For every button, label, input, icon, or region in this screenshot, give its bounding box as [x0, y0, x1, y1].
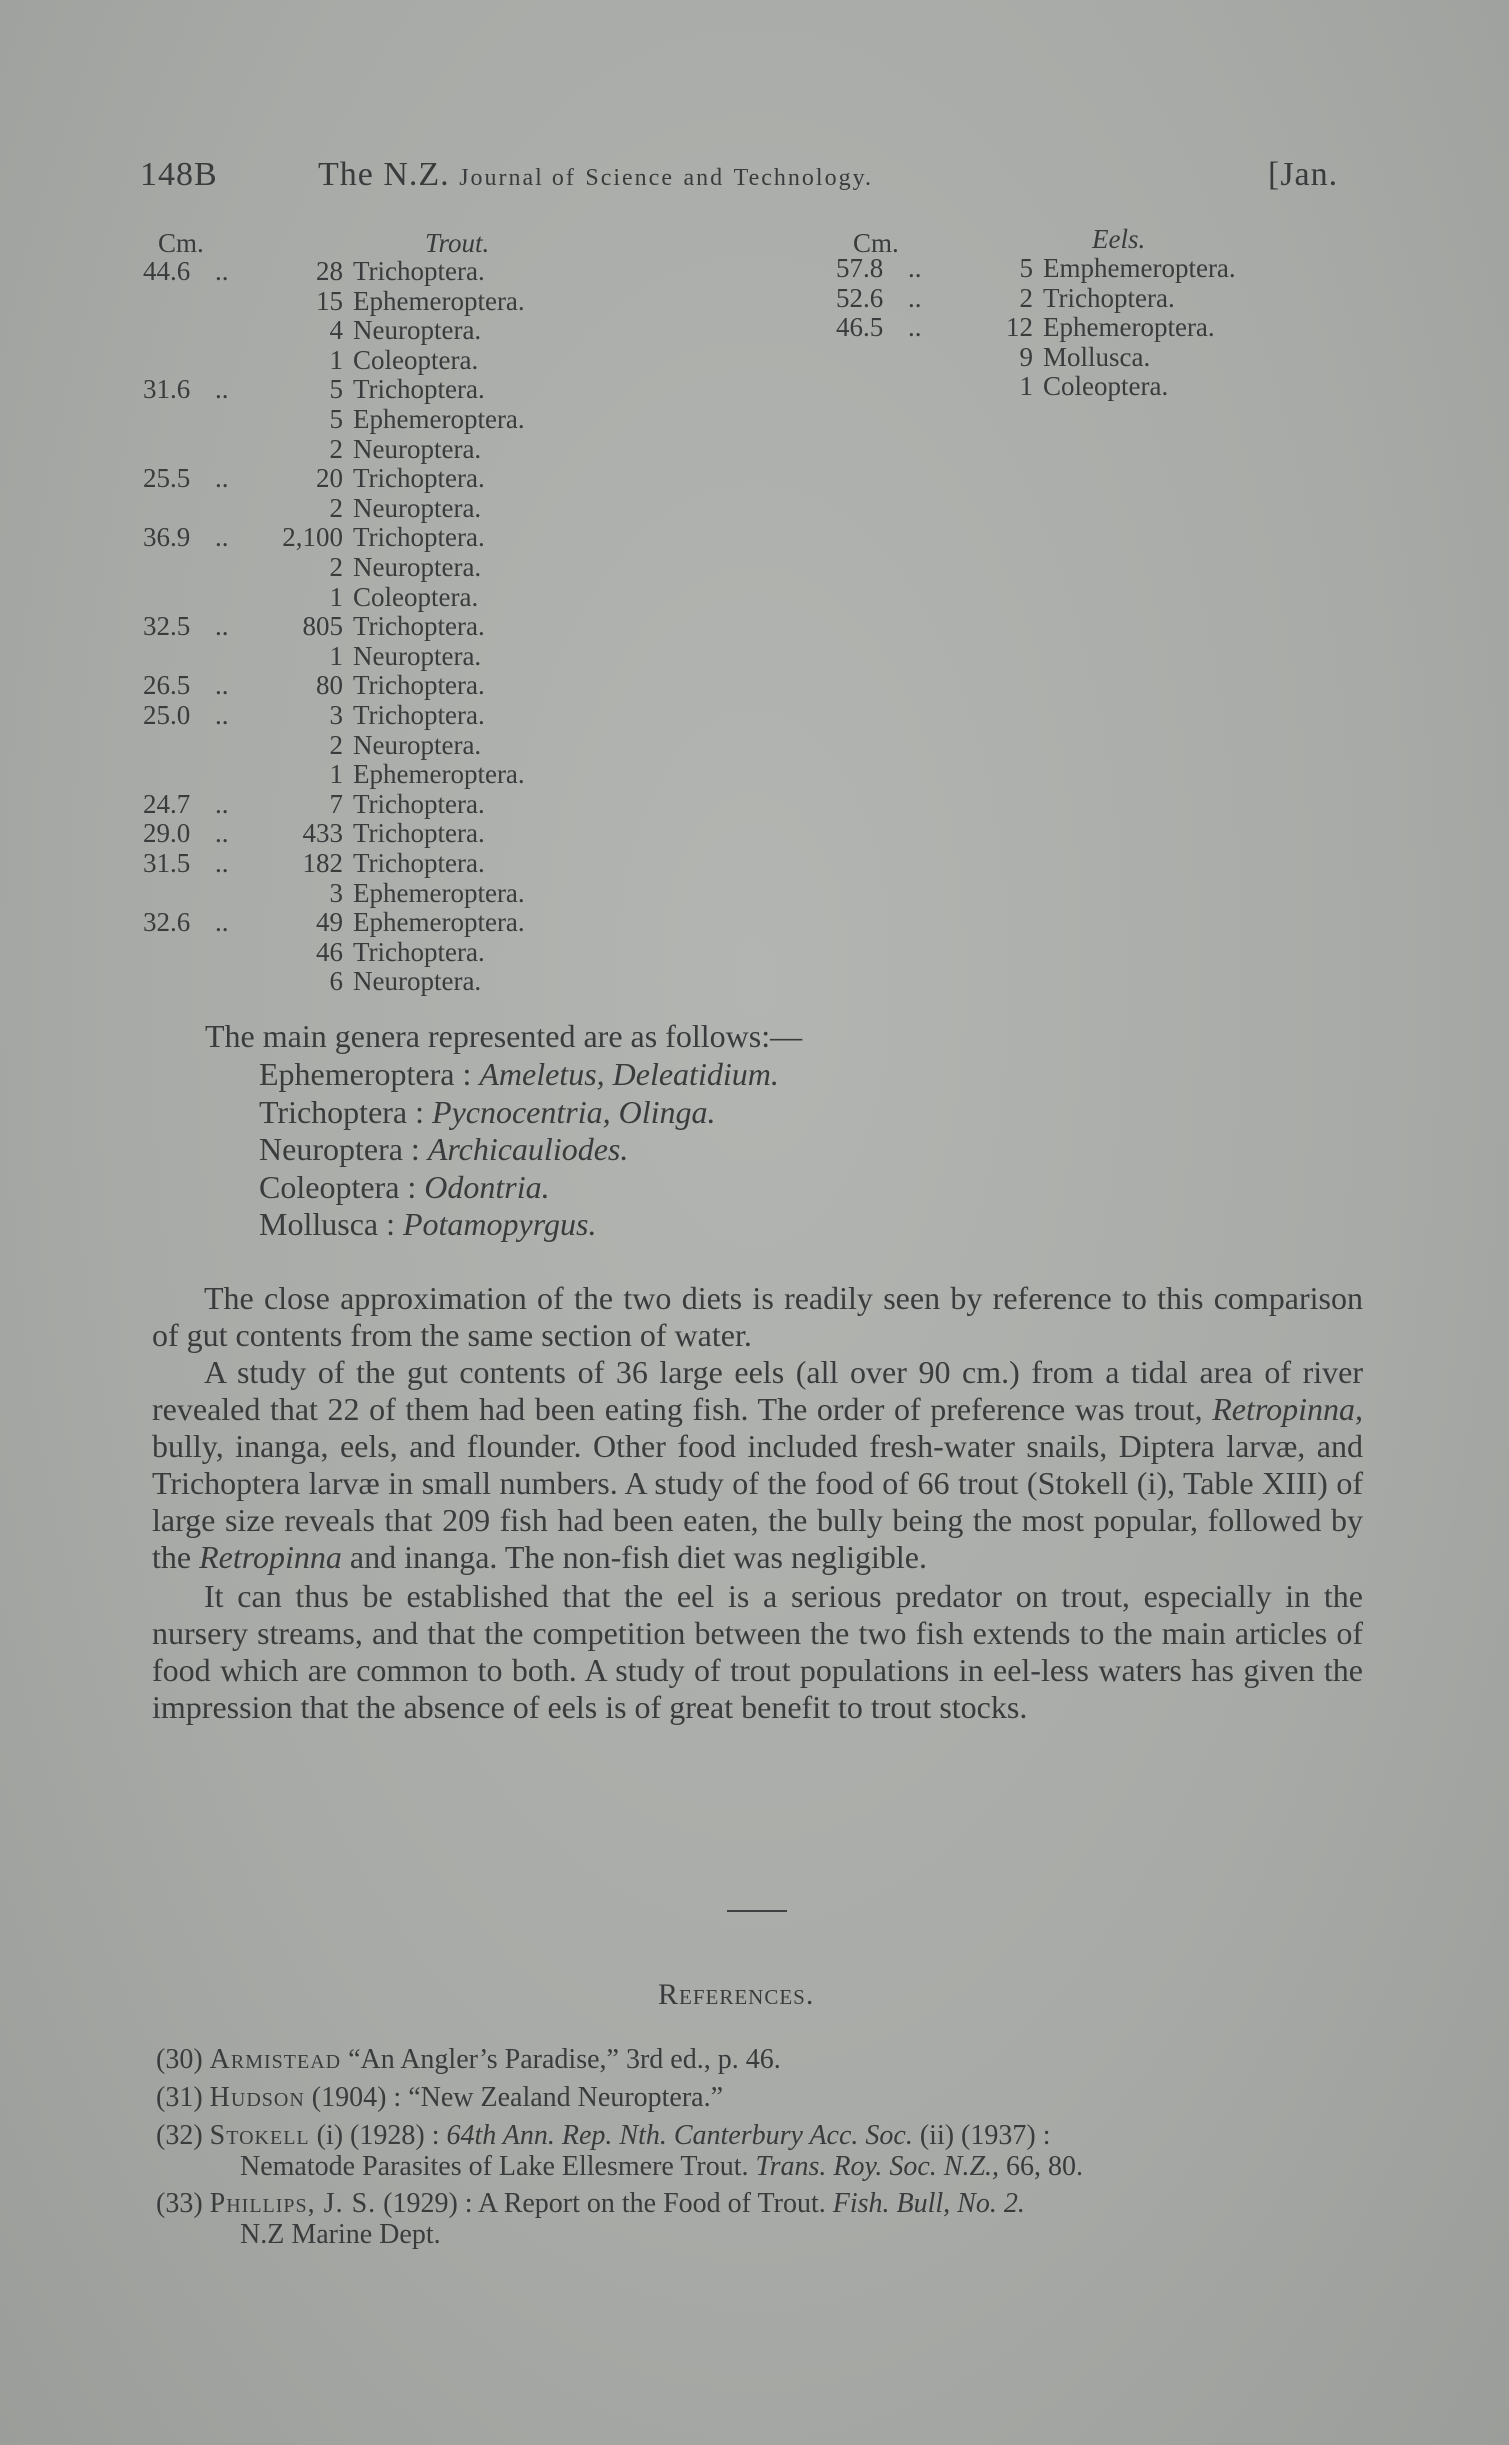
order-cell: Trichoptera. [353, 670, 485, 701]
count-cell: 2 [1019, 282, 1033, 313]
table-row [143, 670, 343, 700]
table-row [836, 283, 1033, 313]
eel-col-cm: Cm. [853, 228, 899, 258]
length-cell: 32.5 [143, 611, 191, 642]
table-row [143, 582, 343, 612]
table-row [143, 374, 343, 404]
table-row [143, 404, 343, 434]
order-cell: Neuroptera. [353, 966, 482, 997]
leader-dots: .. [908, 282, 922, 313]
order-cell: Trichoptera. [353, 374, 485, 405]
table-row [143, 611, 343, 641]
table-row [143, 434, 343, 464]
table-row [143, 730, 343, 760]
genera-list [259, 1056, 779, 1244]
order-cell: Neuroptera. [353, 492, 482, 523]
length-cell: 31.6 [143, 374, 191, 405]
trout-col-cm: Cm. [158, 228, 204, 258]
count-cell: 49 [316, 907, 343, 938]
order-cell: Ephemeroptera. [353, 907, 525, 938]
reference-33-cont: N.Z Marine Dept. [240, 2219, 441, 2250]
table-row [836, 342, 1033, 372]
body-text [152, 1280, 1363, 1726]
table-row [143, 493, 343, 523]
count-cell: 7 [329, 788, 343, 819]
table-row [836, 371, 1033, 401]
count-cell: 5 [329, 404, 343, 434]
reference-33: (33) Phillips, J. S. (1929) : A Report on the Food of Trout. Fish. Bull, No. 2. [156, 2188, 1025, 2219]
trout-col-trout: Trout. [425, 228, 490, 258]
order-cell: Neuroptera. [353, 315, 482, 346]
table-row [143, 641, 343, 671]
count-cell: 2 [329, 729, 343, 760]
paragraph-1: The close approximation of the two diets is readily seen by reference to this comparison of gut contents from the same section of water. [152, 1280, 1363, 1353]
table-row [143, 286, 343, 316]
leader-dots: .. [215, 818, 229, 849]
count-cell: 5 [1019, 253, 1033, 283]
count-cell: 2,100 [282, 522, 343, 553]
title-journal-of: Journal of [459, 165, 576, 191]
count-cell: 4 [329, 315, 343, 346]
count-cell: 182 [302, 848, 343, 878]
count-cell: 2 [329, 492, 343, 523]
count-cell: 1 [329, 640, 343, 671]
leader-dots: .. [215, 611, 229, 642]
month-label: [Jan. [1268, 156, 1339, 193]
count-cell: 80 [316, 670, 343, 701]
order-cell: Ephemeroptera. [353, 285, 525, 316]
genera-line: Neuroptera : Archicauliodes. [259, 1131, 629, 1167]
order-cell: Trichoptera. [353, 788, 485, 819]
genera-line: Coleoptera : Odontria. [259, 1168, 550, 1205]
leader-dots: .. [908, 312, 922, 343]
table-row [143, 759, 343, 789]
leader-dots: .. [215, 670, 229, 701]
order-cell: Trichoptera. [353, 936, 485, 967]
section-divider [727, 1910, 787, 1912]
eel-col-eels: Eels. [1092, 224, 1146, 254]
leader-dots: .. [215, 788, 229, 819]
references-heading: References. [658, 1978, 815, 2011]
order-cell: Neuroptera. [353, 552, 482, 582]
table-row [836, 312, 1033, 342]
title-technology: Technology. [733, 165, 874, 191]
order-cell: Trichoptera. [353, 522, 485, 553]
order-cell: Ephemeroptera. [353, 759, 525, 790]
count-cell: 46 [316, 936, 343, 967]
reference-32: (32) Stokell (i) (1928) : 64th Ann. Rep. Nth. Canterbury Acc. Soc. (ii) (1937) : [156, 2120, 1051, 2151]
order-cell: Trichoptera. [353, 463, 485, 494]
table-row [143, 256, 343, 286]
order-cell: Ephemeroptera. [353, 877, 525, 908]
count-cell: 805 [302, 611, 343, 642]
leader-dots: .. [215, 522, 229, 553]
count-cell: 1 [329, 581, 343, 612]
genera-line: Trichoptera : Pycnocentria, Olinga. [259, 1093, 716, 1130]
order-cell: Coleoptera. [353, 581, 479, 612]
length-cell: 52.6 [836, 282, 884, 313]
count-cell: 5 [329, 374, 343, 405]
title-the: The [318, 156, 374, 193]
table-row [143, 966, 343, 996]
table-row [143, 463, 343, 493]
title-and: and [683, 165, 725, 191]
table-row [836, 253, 1033, 283]
paragraph-2: A study of the gut contents of 36 large eels (all over 90 cm.) from a tidal area of river revealed that 22 of them had been eating fish. The order of preference was trout, Retropinna, bully, inanga, eels, and flounder. Other food included fresh-water snails, Diptera larvæ, and Trichoptera larvæ in small numbers. A study of the food of 66 trout (Stokell (i), Table XIII) of large size reveals that 209 fish had been eaten, the bully being the most popular, followed by the Retropinna and inanga. The non-fish diet was negligible. [152, 1354, 1363, 1575]
length-cell: 25.5 [143, 463, 191, 494]
count-cell: 6 [329, 966, 343, 997]
length-cell: 26.5 [143, 670, 191, 701]
table-row [143, 552, 343, 582]
length-cell: 24.7 [143, 788, 191, 819]
count-cell: 12 [1006, 312, 1033, 343]
length-cell: 57.8 [836, 253, 884, 283]
paragraph-3: It can thus be established that the eel is a serious predator on trout, especially in the nursery streams, and that the competition between the two fish extends to the main articles of food which are common to both. A study of trout populations in eel-less waters has given the impression that the absence of eels is of great benefit to trout stocks. [152, 1578, 1363, 1725]
table-row [143, 700, 343, 730]
leader-dots: .. [215, 700, 229, 730]
count-cell: 433 [302, 818, 343, 849]
table-row [143, 789, 343, 819]
length-cell: 46.5 [836, 312, 884, 343]
count-cell: 15 [316, 285, 343, 316]
reference-32-cont: Nematode Parasites of Lake Ellesmere Trout. Trans. Roy. Soc. N.Z., 66, 80. [240, 2151, 1084, 2182]
title-science: Science [585, 165, 674, 191]
leader-dots: .. [215, 907, 229, 938]
count-cell: 20 [316, 463, 343, 494]
table-row [143, 818, 343, 848]
table-row [143, 522, 343, 552]
order-cell: Ephemeroptera. [353, 404, 525, 434]
leader-dots: .. [215, 256, 229, 286]
order-cell: Neuroptera. [353, 729, 482, 760]
order-cell: Neuroptera. [353, 433, 482, 464]
order-cell: Ephemeroptera. [1043, 312, 1215, 343]
order-cell: Trichoptera. [353, 818, 485, 849]
length-cell: 44.6 [143, 256, 191, 286]
reference-30: (30) Armistead “An Angler’s Paradise,” 3rd ed., p. 46. [156, 2044, 781, 2075]
length-cell: 32.6 [143, 907, 191, 938]
count-cell: 9 [1019, 341, 1033, 372]
order-cell: Neuroptera. [353, 640, 482, 671]
length-cell: 29.0 [143, 818, 191, 849]
order-cell: Trichoptera. [353, 700, 485, 730]
leader-dots: .. [908, 253, 922, 283]
order-cell: Trichoptera. [353, 256, 485, 286]
order-cell: Emphemeroptera. [1043, 253, 1236, 283]
leader-dots: .. [215, 848, 229, 878]
genera-line: Ephemeroptera : Ameletus, Deleatidium. [259, 1056, 779, 1092]
count-cell: 1 [329, 344, 343, 375]
table-row [143, 848, 343, 878]
length-cell: 25.0 [143, 700, 191, 730]
reference-31: (31) Hudson (1904) : “New Zealand Neuroptera.” [156, 2082, 724, 2113]
count-cell: 2 [329, 433, 343, 464]
count-cell: 1 [1019, 371, 1033, 402]
order-cell: Coleoptera. [353, 344, 479, 375]
count-cell: 3 [329, 700, 343, 730]
table-row [143, 878, 343, 908]
running-title [318, 156, 873, 194]
order-cell: Mollusca. [1043, 341, 1151, 372]
length-cell: 36.9 [143, 522, 191, 553]
table-row [143, 937, 343, 967]
count-cell: 2 [329, 552, 343, 582]
order-cell: Trichoptera. [1043, 282, 1175, 313]
leader-dots: .. [215, 463, 229, 494]
table-row [143, 907, 343, 937]
genera-line: Mollusca : Potamopyrgus. [259, 1206, 597, 1242]
order-cell: Trichoptera. [353, 848, 485, 878]
order-cell: Trichoptera. [353, 611, 485, 642]
leader-dots: .. [215, 374, 229, 405]
count-cell: 28 [316, 256, 343, 286]
title-nz: N.Z. [383, 156, 450, 193]
count-cell: 3 [329, 877, 343, 908]
order-cell: Coleoptera. [1043, 371, 1169, 402]
count-cell: 1 [329, 759, 343, 790]
table-row [143, 345, 343, 375]
table-row [143, 315, 343, 345]
page-number: 148B [140, 156, 218, 193]
length-cell: 31.5 [143, 848, 191, 878]
genera-intro: The main genera represented are as follows:— [205, 1018, 803, 1054]
